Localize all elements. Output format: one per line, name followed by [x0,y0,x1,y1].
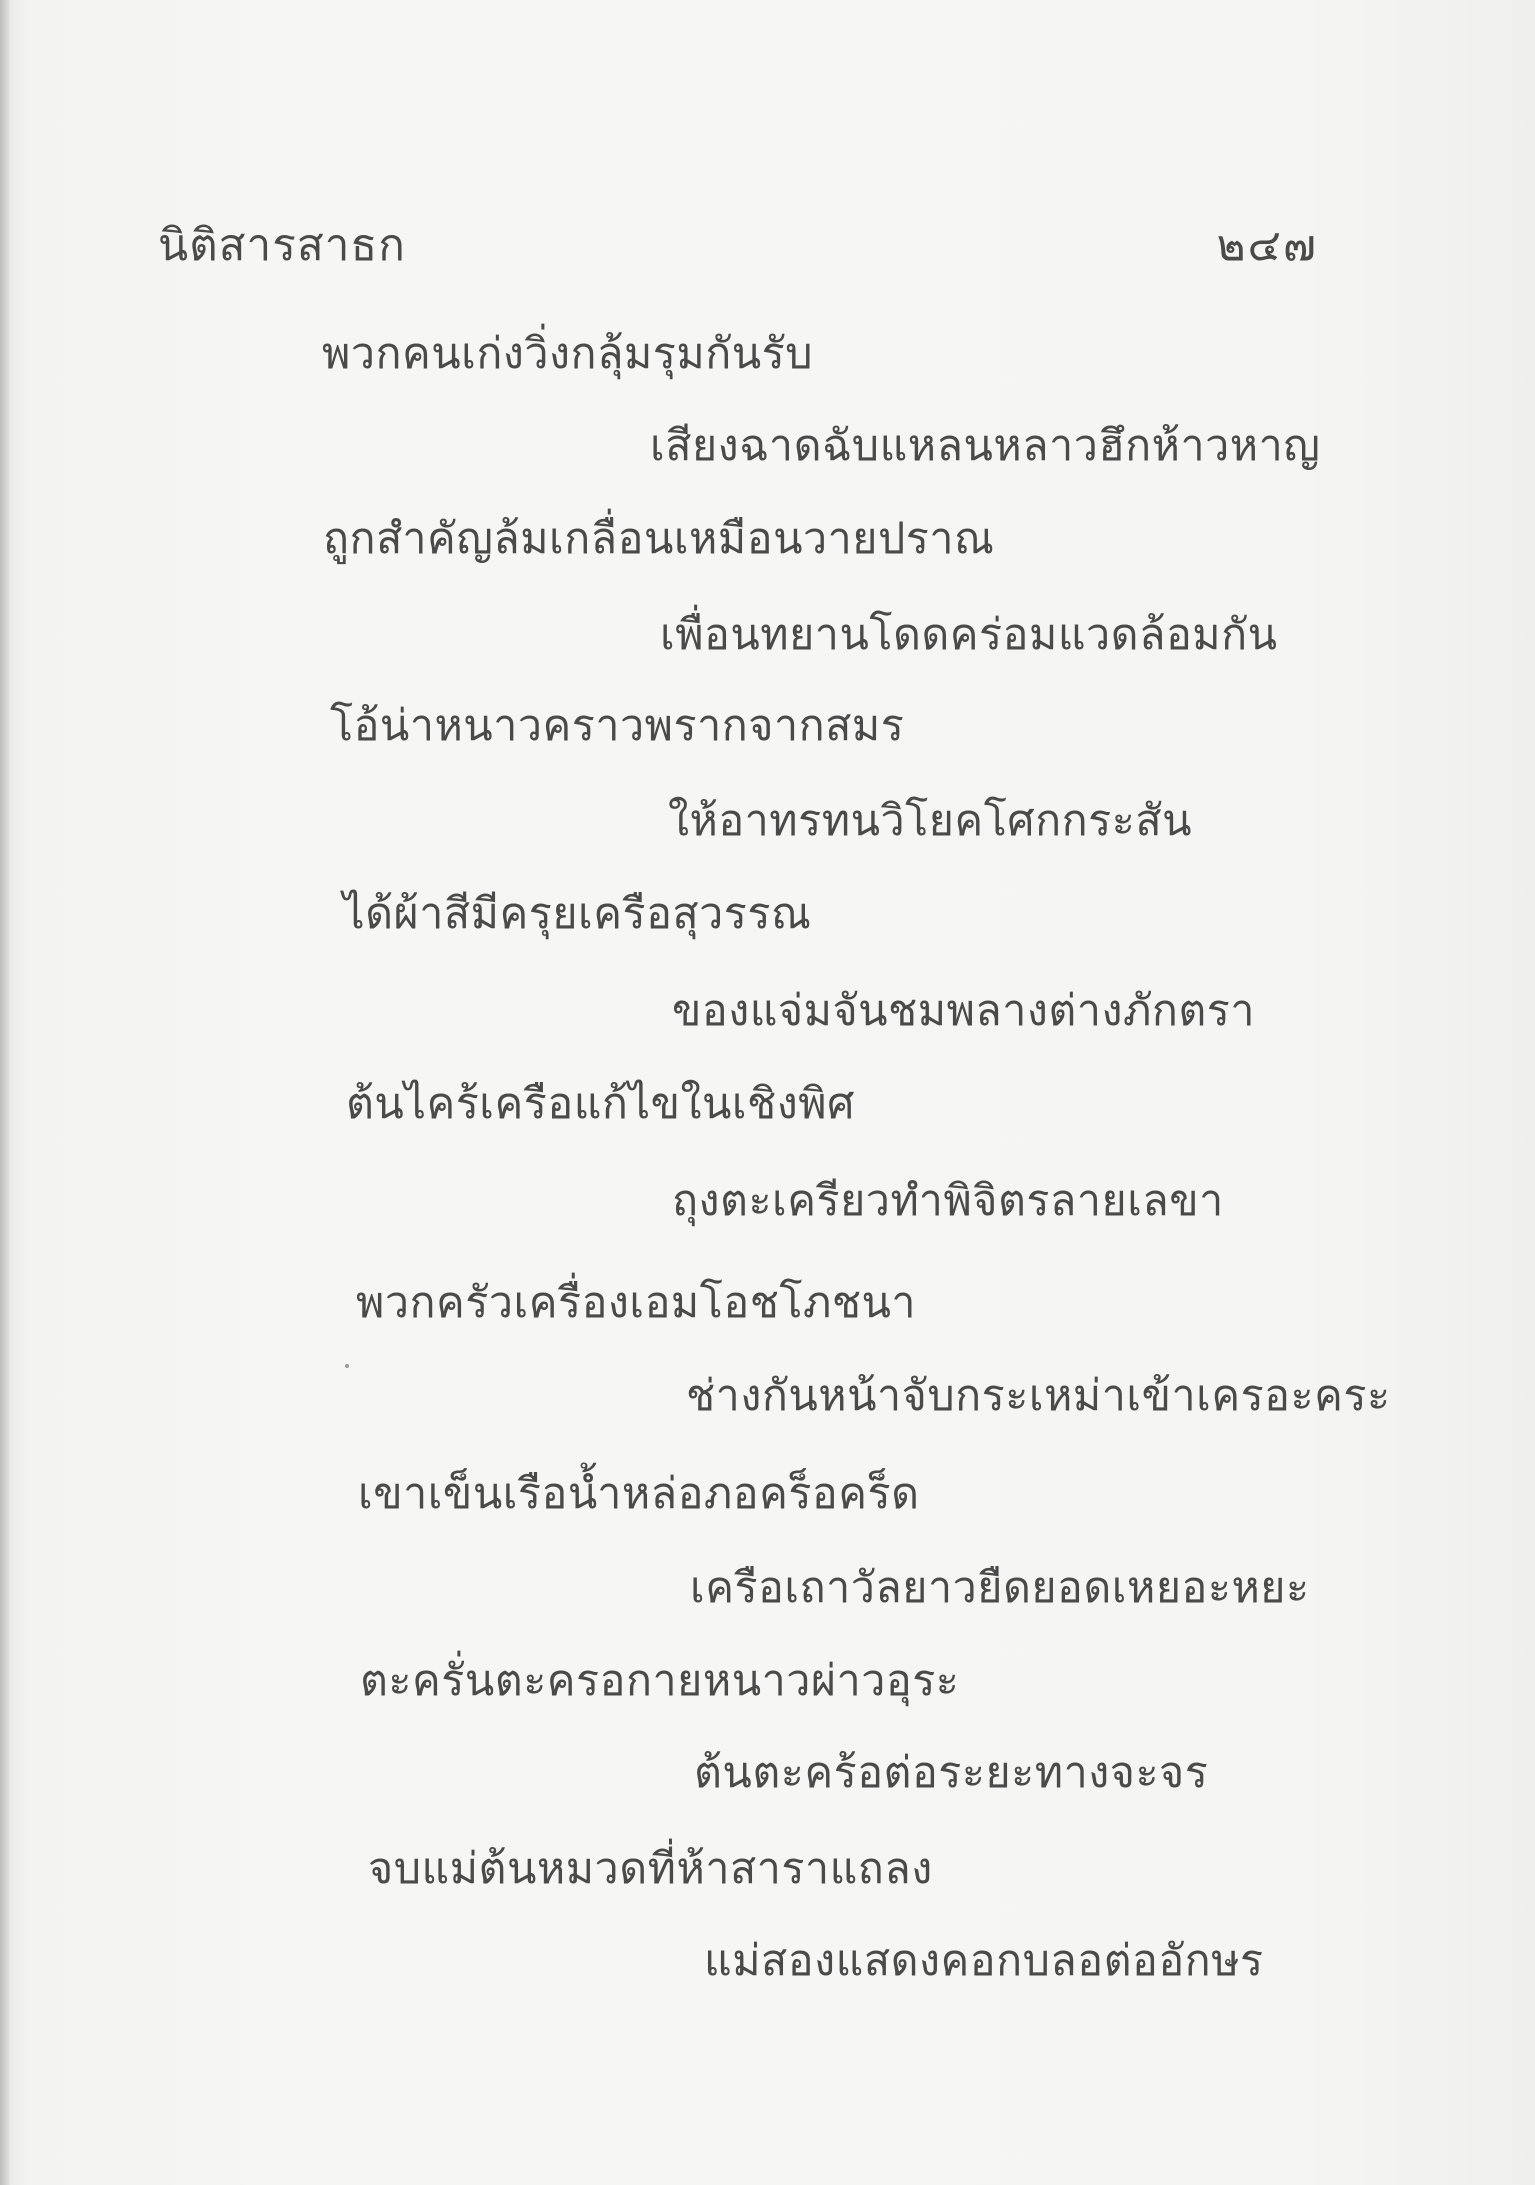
poem-line-17: จบแม่ต้นหมวดที่ห้าสาราแถลง [368,1844,933,1894]
poem-line-18: แม่สองแสดงคอกบลอต่ออักษร [704,1936,1264,1986]
poem-line-13: เขาเข็นเรือน้ำหล่อภอคร็อคร็ด [358,1469,920,1519]
poem-line-6: ให้อาทรทนวิโยคโศกกระสัน [668,796,1192,846]
poem-line-16: ต้นตะคร้อต่อระยะทางจะจร [694,1748,1209,1798]
poem-line-14: เครือเถาวัลยาวยืดยอดเหยอะหยะ [690,1563,1310,1613]
poem-line-2: เสียงฉาดฉับแหลนหลาวฮึกห้าวหาญ [650,421,1321,471]
running-title: นิติสารสาธก [158,220,406,271]
poem-line-9: ต้นไคร้เครือแก้ไขในเชิงพิศ [346,1079,855,1129]
paper-speck [345,1364,349,1368]
poem-line-3: ถูกสำคัญล้มเกลื่อนเหมือนวายปราณ [323,514,995,564]
poem-line-1: พวกคนเก่งวิ่งกลุ้มรุมกันรับ [322,329,814,379]
poem-line-5: โอ้น่าหนาวคราวพรากจากสมร [330,701,905,751]
poem-line-4: เพื่อนทยานโดดคร่อมแวดล้อมกัน [660,610,1278,660]
page-number: ๒๔๗ [1216,220,1318,271]
poem-line-15: ตะครั่นตะครอกายหนาวผ่าวอุระ [360,1656,960,1706]
page-binding-edge [0,0,10,2185]
poem-line-11: พวกครัวเครื่องเอมโอชโภชนา [356,1278,917,1328]
poem-line-12: ช่างกันหน้าจับกระเหม่าเข้าเครอะคระ [686,1371,1391,1421]
poem-line-7: ได้ผ้าสีมีครุยเครือสุวรรณ [343,889,812,939]
poem-line-10: ถุงตะเครียวทำพิจิตรลายเลขา [672,1176,1224,1226]
poem-line-8: ของแจ่มจันชมพลางต่างภักตรา [672,986,1256,1036]
page-header [158,210,1318,280]
